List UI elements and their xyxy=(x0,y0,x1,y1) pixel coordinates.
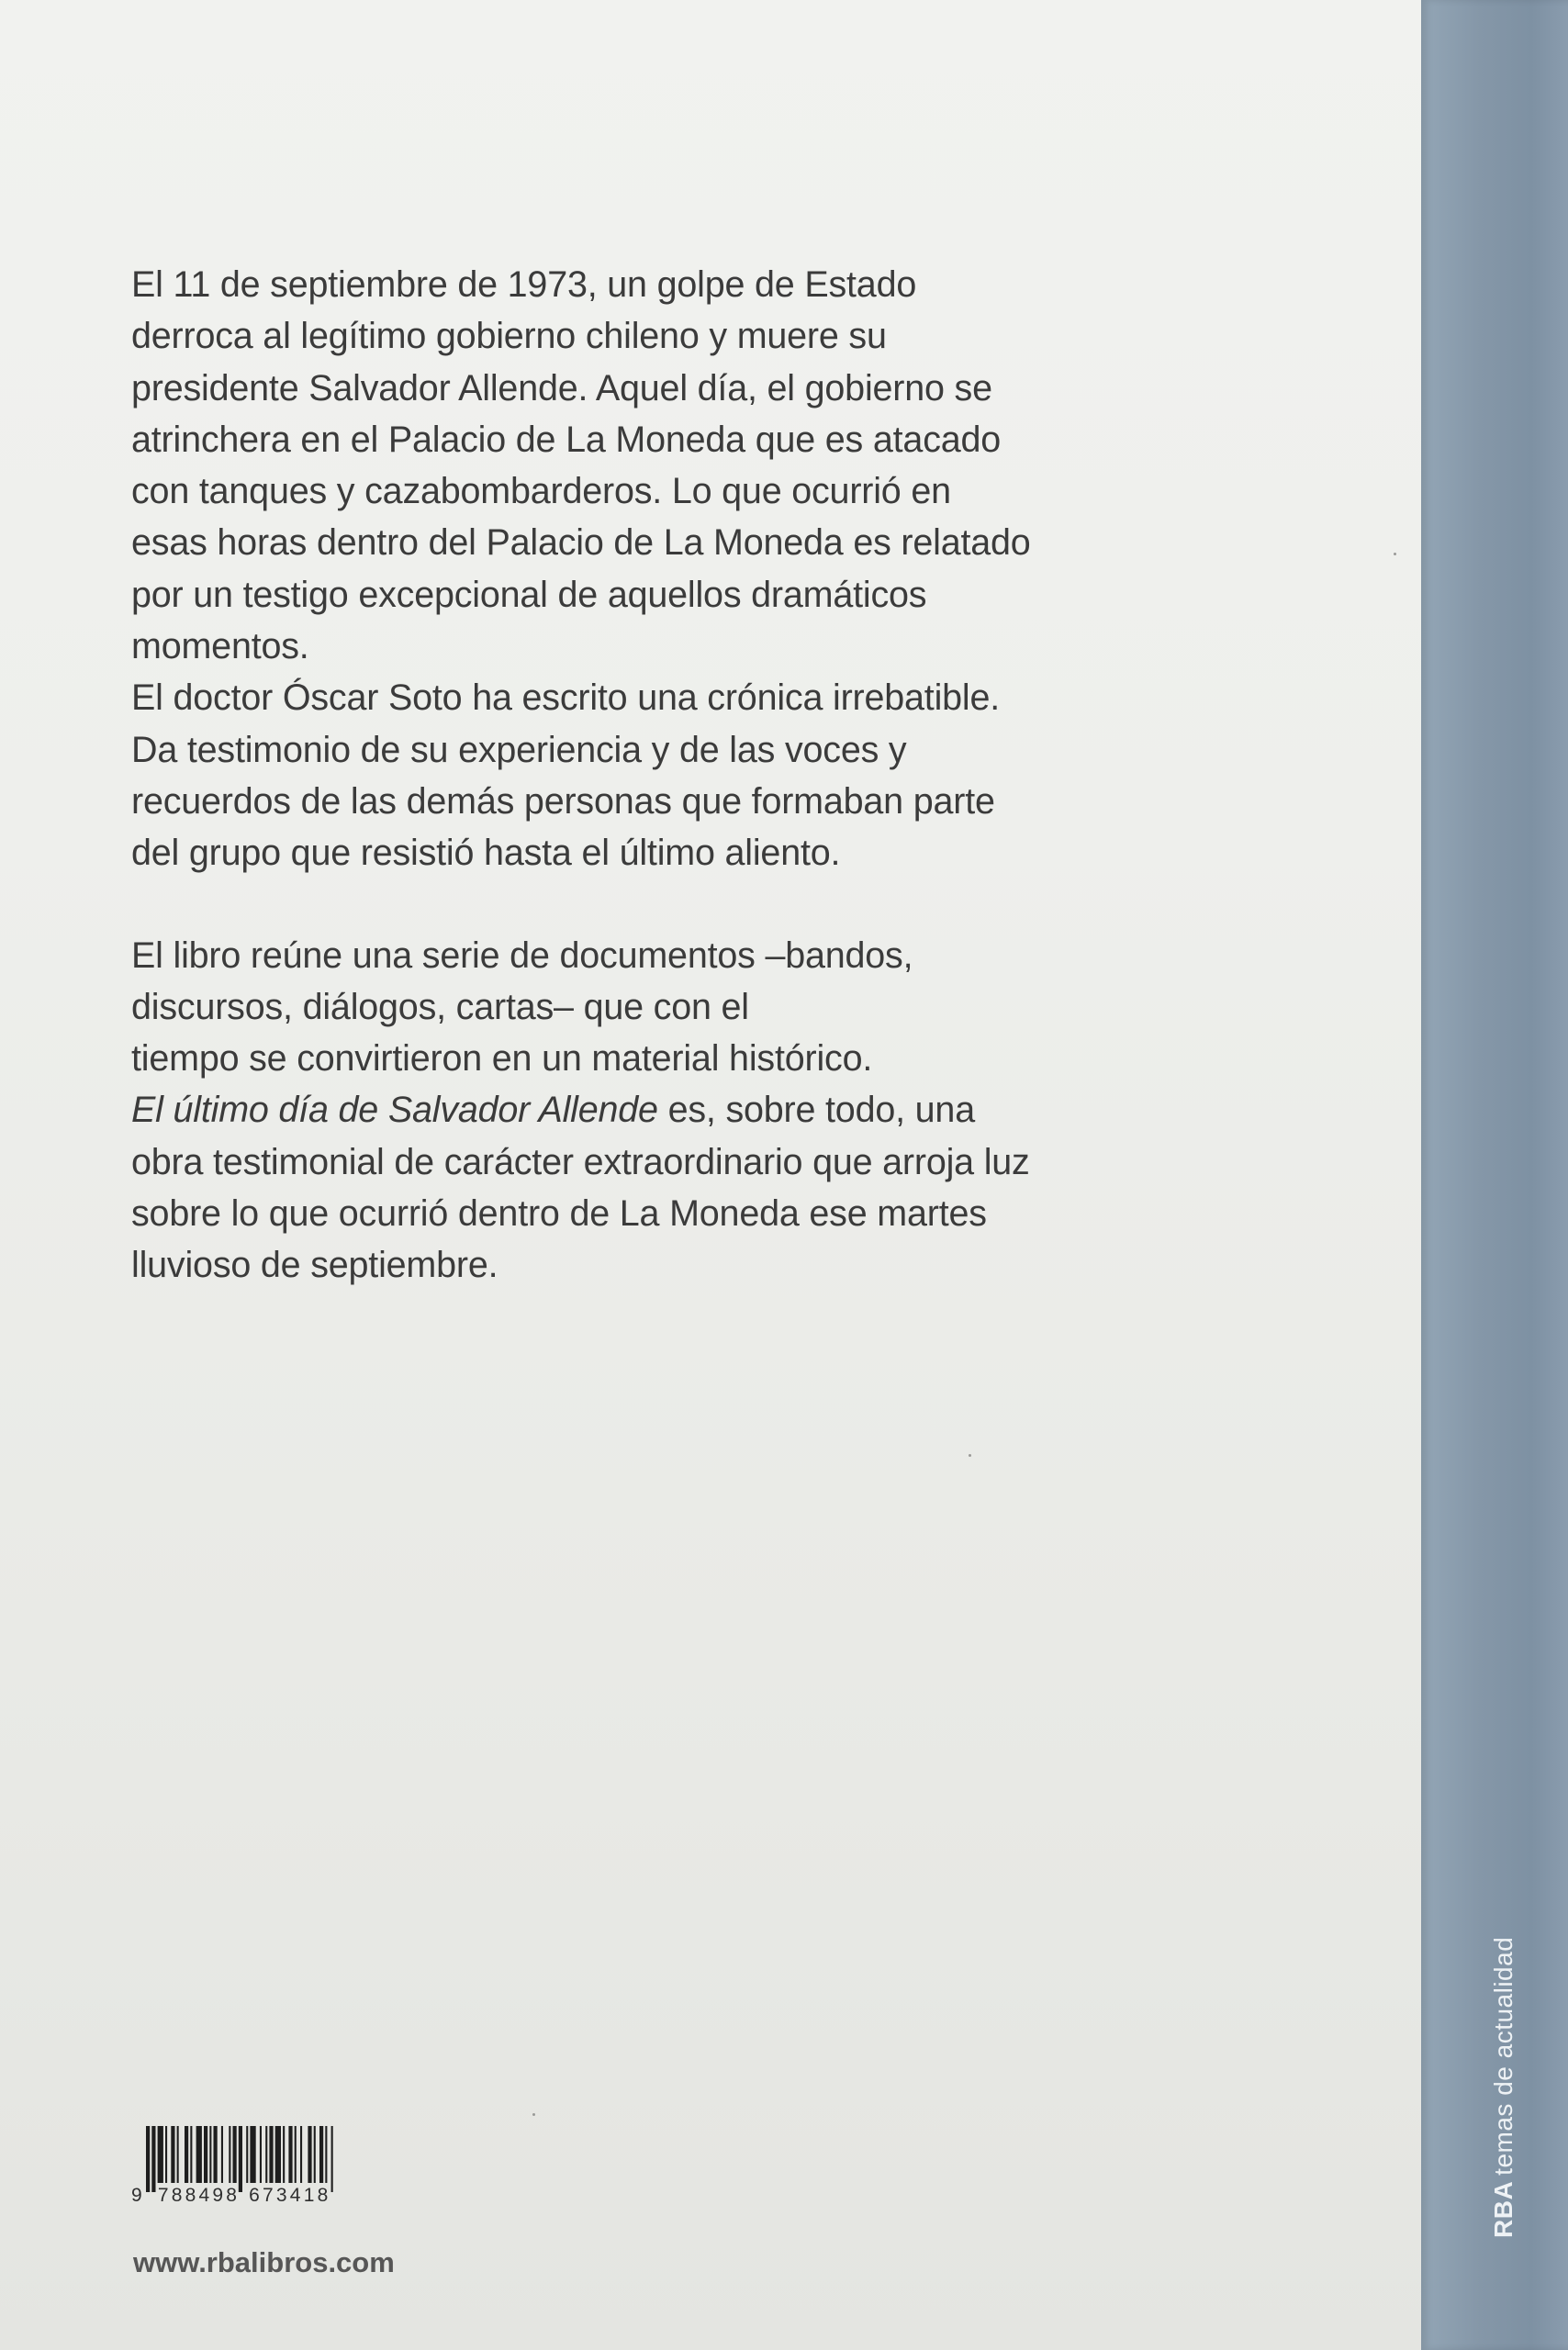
blurb-line: recuerdos de las demás personas que formaban parte xyxy=(131,780,995,822)
blurb-line: tiempo se convirtieron en un material histórico. xyxy=(131,1038,873,1080)
blurb-line: El libro reúne una serie de documentos –bandos, xyxy=(131,934,913,976)
blurb-line: con tanques y cazabombarderos. Lo que ocurrió en xyxy=(131,471,951,512)
spine-label xyxy=(1489,1937,1518,2238)
barcode-bar xyxy=(314,2126,316,2183)
isbn-group-2: 673418 xyxy=(249,2185,331,2206)
barcode-bar xyxy=(196,2126,202,2183)
publisher-website[interactable]: www.rbalibros.com xyxy=(133,2246,395,2278)
barcode-bar xyxy=(177,2126,179,2183)
blurb-line: esas horas dentro del Palacio de La Moneda es relatado xyxy=(131,522,1031,564)
series-name: temas de actualidad xyxy=(1489,1936,1518,2176)
barcode-bar xyxy=(190,2126,192,2183)
barcode-bars xyxy=(131,2126,398,2192)
barcode-bar xyxy=(158,2126,163,2183)
blurb-title-line xyxy=(131,1084,1251,1136)
back-cover-blurb xyxy=(131,259,1251,1292)
blurb-line: momentos. xyxy=(131,626,309,667)
barcode-bar xyxy=(246,2126,248,2183)
barcode-bar xyxy=(275,2126,281,2183)
blurb-line: por un testigo excepcional de aquellos dramáticos xyxy=(131,574,927,615)
paper-speck xyxy=(1394,553,1396,555)
barcode-bar xyxy=(233,2126,237,2183)
barcode-bar xyxy=(269,2126,273,2183)
barcode-bar xyxy=(260,2126,262,2183)
blurb-line: lluvioso de septiembre. xyxy=(131,1245,498,1286)
barcode-bar xyxy=(288,2126,292,2183)
isbn-lead-digit: 9 xyxy=(131,2185,145,2206)
barcode-bar xyxy=(308,2126,311,2183)
barcode-bar xyxy=(331,2126,333,2192)
barcode-bar xyxy=(239,2126,242,2192)
barcode-bar xyxy=(146,2126,150,2192)
barcode-bar xyxy=(283,2126,285,2183)
publisher-brand: RBA xyxy=(1489,2180,1518,2238)
blurb-line: sobre lo que ocurrió dentro de La Moneda ese martes xyxy=(131,1193,987,1235)
barcode-bar xyxy=(300,2126,302,2183)
book-title: El último día de Salvador Allende xyxy=(131,1090,658,1131)
barcode-bar xyxy=(171,2126,174,2183)
barcode-bar xyxy=(151,2126,155,2192)
barcode-bar xyxy=(214,2126,218,2183)
blurb-line: El doctor Óscar Soto ha escrito una crónica irrebatible. xyxy=(131,677,1001,719)
blurb-line: presidente Salvador Allende. Aquel día, el gobierno se xyxy=(131,367,992,408)
blurb-line: atrinchera en el Palacio de La Moneda que es atacado xyxy=(131,419,1002,460)
barcode-bar xyxy=(185,2126,188,2183)
barcode-bar xyxy=(319,2126,323,2183)
barcode-bar xyxy=(229,2126,230,2183)
paragraph-gap xyxy=(131,879,1251,930)
paper-speck xyxy=(969,1454,971,1457)
isbn-group-1: 788498 xyxy=(157,2185,241,2206)
blurb-line: derroca al legítimo gobierno chileno y muere su xyxy=(131,316,887,357)
barcode-bar xyxy=(165,2126,167,2183)
title-line-rest: es, sobre todo, una xyxy=(657,1090,975,1131)
barcode-bar xyxy=(204,2126,207,2183)
blurb-line: del grupo que resistió hasta el último aliento. xyxy=(131,833,841,874)
isbn-number xyxy=(131,2185,407,2207)
blurb-line: El 11 de septiembre de 1973, un golpe de Estado xyxy=(131,264,917,305)
paper-speck xyxy=(532,2113,535,2116)
barcode-bar xyxy=(209,2126,211,2183)
barcode-bar xyxy=(221,2126,223,2183)
blurb-line: discursos, diálogos, cartas– que con el xyxy=(131,986,749,1027)
barcode-bar xyxy=(265,2126,267,2183)
barcode-bar xyxy=(295,2126,297,2183)
blurb-line: obra testimonial de carácter extraordinario que arroja luz xyxy=(131,1141,1030,1182)
barcode-bar xyxy=(250,2126,255,2183)
barcode xyxy=(131,2126,398,2192)
barcode-bar xyxy=(325,2126,327,2183)
blurb-line: Da testimonio de su experiencia y de las voces y xyxy=(131,729,907,770)
